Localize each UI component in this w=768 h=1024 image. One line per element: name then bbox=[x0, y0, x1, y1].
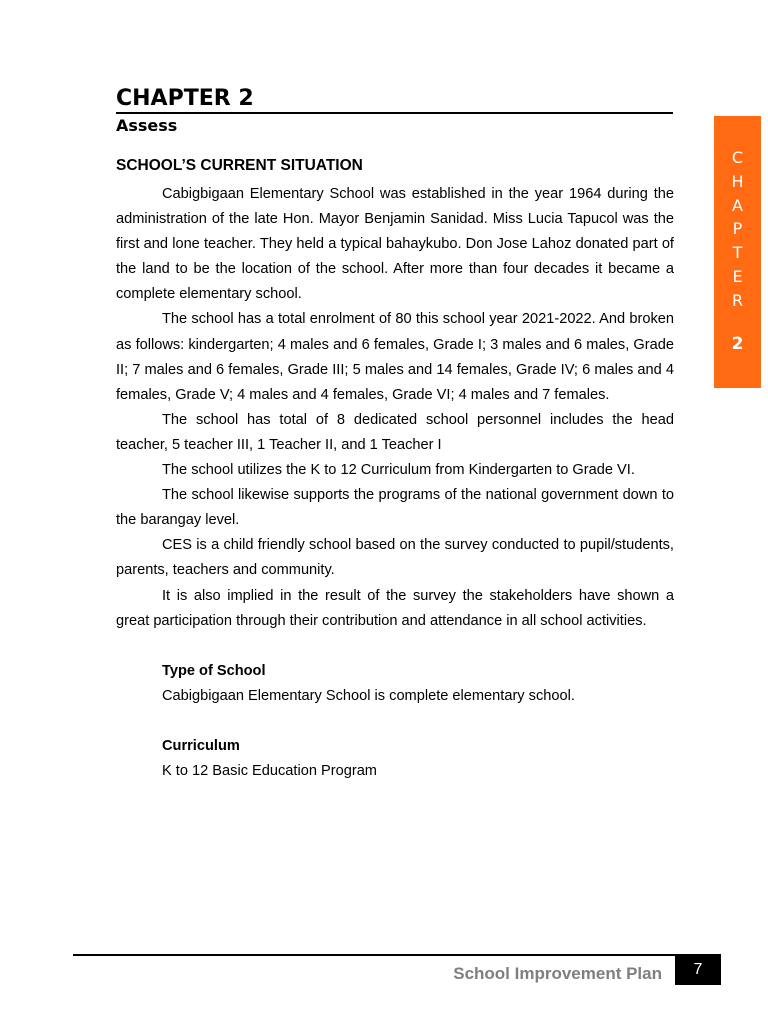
paragraph: The school has total of 8 dedicated school personnel includes the head teacher, 5 teacher III, 1 Teacher II, and 1 Teacher I bbox=[116, 411, 674, 453]
type-of-school-text: Cabigbigaan Elementary School is complete elementary school. bbox=[162, 687, 575, 704]
paragraph: The school likewise supports the programs of the national government down to the barangay level. bbox=[116, 487, 674, 529]
side-tab-letters bbox=[714, 146, 761, 313]
side-tab-letter: A bbox=[732, 195, 743, 215]
chapter-title: CHAPTER 2 bbox=[116, 86, 673, 114]
document-body bbox=[116, 182, 674, 784]
side-tab-letter: H bbox=[731, 171, 744, 191]
side-tab-letter: C bbox=[731, 148, 744, 167]
chapter-subtitle: Assess bbox=[116, 116, 178, 135]
paragraph: The school utilizes the K to 12 Curriculum from Kindergarten to Grade VI. bbox=[162, 462, 635, 479]
chapter-side-tab bbox=[714, 116, 761, 388]
paragraph: The school has a total enrolment of 80 this school year 2021-2022. And broken as follows: kindergarten; 4 males and 6 females, Grade I; 3 males and 6 males, Grade II; 7 males and 6 females, Grade III; 5 males and 14 females, Grade IV; 6 males and 4 females, Grade V; 4 males and 4 females, Grade VI; 4 males and 7 females. bbox=[116, 311, 674, 403]
side-tab-letter: P bbox=[732, 219, 743, 239]
side-tab-letter: T bbox=[732, 243, 743, 263]
side-tab-letter: R bbox=[731, 290, 744, 310]
type-of-school-heading: Type of School bbox=[162, 662, 266, 679]
side-tab-letter: E bbox=[732, 266, 743, 286]
curriculum-heading: Curriculum bbox=[162, 737, 240, 754]
curriculum-text: K to 12 Basic Education Program bbox=[162, 762, 377, 779]
page-number: 7 bbox=[675, 954, 721, 985]
paragraph: It is also implied in the result of the survey the stakeholders have shown a great participation through their contribution and attendance in all school activities. bbox=[116, 587, 674, 629]
footer-title: School Improvement Plan bbox=[453, 964, 662, 983]
footer-divider bbox=[73, 954, 676, 956]
side-tab-number: 2 bbox=[731, 334, 744, 354]
paragraph: Cabigbigaan Elementary School was established in the year 1964 during the administration of the late Hon. Mayor Benjamin Sanidad. Miss Lucia Tapucol was the first and lone teacher. They held a typical bahaykubo. Don Jose Lahoz donated part of the land to be the location of the school. After more than four decades it became a complete elementary school. bbox=[116, 186, 674, 303]
section-title: SCHOOL’S CURRENT SITUATION bbox=[116, 157, 363, 174]
paragraph: CES is a child friendly school based on the survey conducted to pupil/students, parents, teachers and community. bbox=[116, 537, 674, 579]
